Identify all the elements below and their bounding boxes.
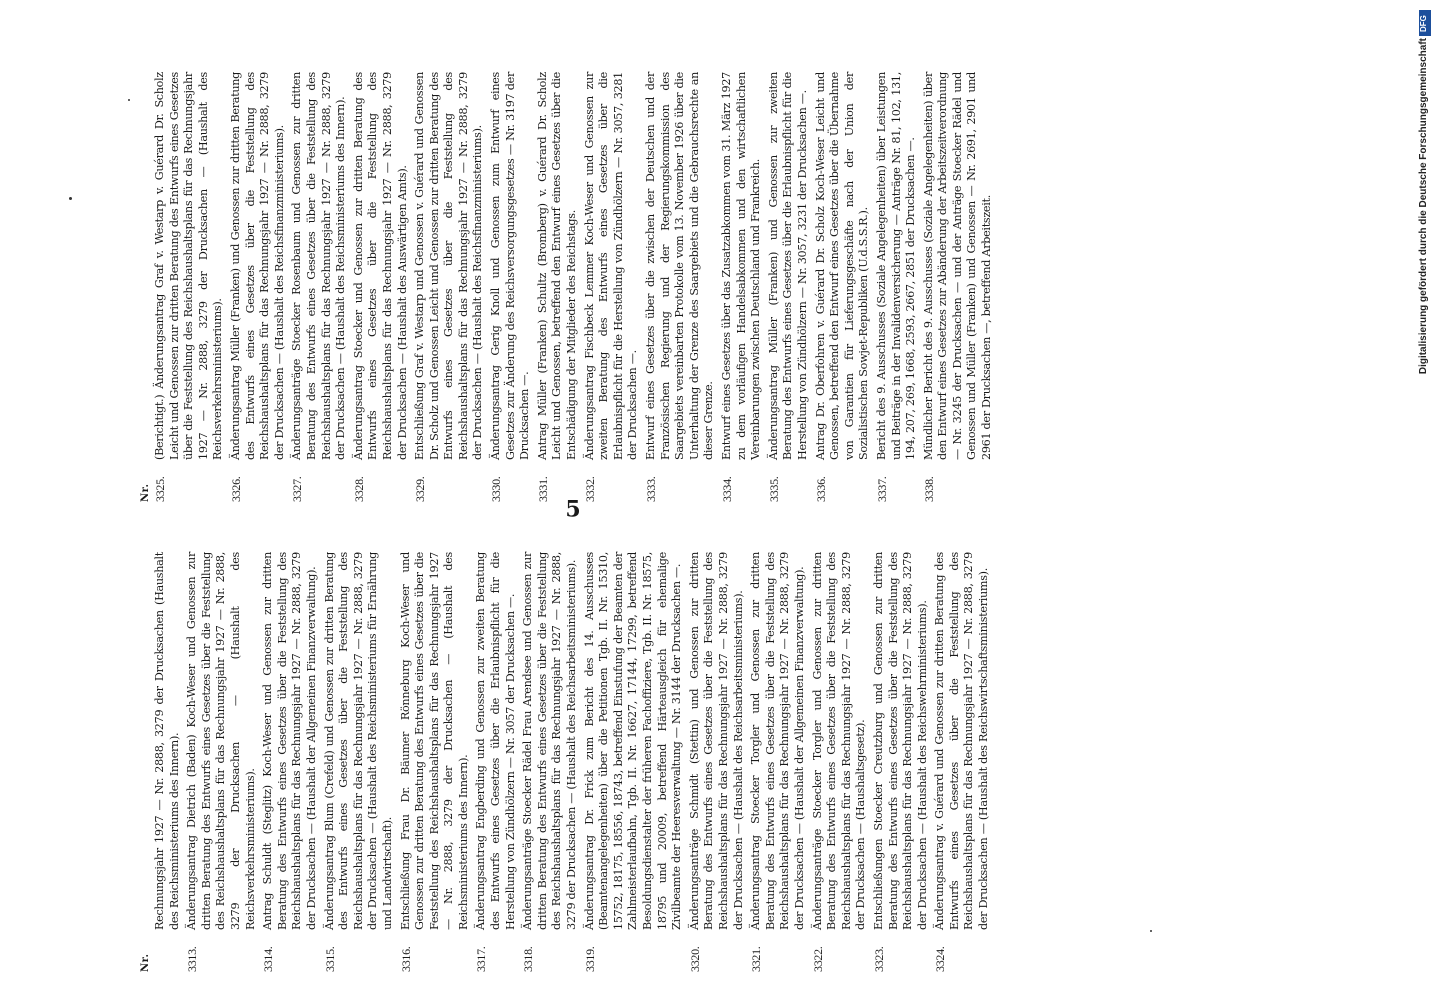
document-entry <box>749 552 807 972</box>
entry-text: Änderungsantrag Fischbeck Lemmer Koch-Weser und Genossen zur zweiten Beratung des Entwurfs eines Gesetzes über die Erlaubnispflicht für die Herstellung von Zündhölzern — Nr. 3057, 3281 der Drucksachen —. <box>582 72 640 460</box>
document-entry <box>872 552 930 972</box>
page-number: 5 <box>565 496 581 523</box>
entry-text: Entschließung Graf v. Westarp und Genossen v. Guérard und Genossen Dr. Scholz und Genossen Leicht und Genossen zur dritten Beratung des Entwurfs eines Gesetzes über die Feststellung des Reichshaushaltsplans für das Rechnungsjahr 1927 — Nr. 2888, 3279 der Drucksachen — (Haushalt des Reichsfinanzministeriums). <box>413 72 485 460</box>
document-entry <box>922 72 995 502</box>
entry-text: Änderungsanträge Stoecker Torgler und Genossen zur dritten Beratung des Entwurfs eines Gesetzes über die Feststellung des Reichshaushaltsplans für das Rechnungsjahr 1927 — Nr. 2888, 3279 der Drucksachen — (Haushaltsgesetz). <box>810 552 868 930</box>
entry-text: Änderungsantrag Engberding und Genossen zur zweiten Beratung des Entwurfs eines Gesetzes über die Erlaubnispflicht für die Herstellung von Zündhölzern — Nr. 3057 der Drucksachen —. <box>474 552 517 930</box>
entry-number: 3316. <box>398 946 413 972</box>
entry-number: 3332. <box>582 476 597 502</box>
scan-speck <box>69 197 72 200</box>
entry-text: Änderungsantrag Blum (Crefeld) und Genossen zur dritten Beratung des Entwurfs eines Gesetzes über die Feststellung des Reichshaushaltsplans für das Rechnungsjahr 1927 — Nr. 2888, 3279 der Drucksachen — (Haushalt des Reichsministeriums für Ernährung und Landwirtschaft). <box>322 552 394 930</box>
entry-number: 3336. <box>813 476 828 502</box>
entry-number: 3337. <box>874 476 889 502</box>
document-entry <box>399 552 472 972</box>
entry-text: Entwurf eines Gesetzes über das Zusatzabkommen vom 31. März 1927 zu dem vorläufigen Handelsabkommen und den wirtschaftlichen Vereinbarungen zwischen Deutschland und Frankreich. <box>719 72 763 460</box>
document-entry <box>323 552 396 972</box>
left-entries <box>153 552 992 972</box>
entry-number: 3330. <box>489 476 504 502</box>
entry-text: Änderungsantrag Gerig Knoll und Genossen zum Entwurf eines Gesetzes zur Änderung des Reichsversorgungsgesetzes — Nr. 3197 der Drucksachen —. <box>489 72 532 460</box>
document-entry <box>521 552 579 972</box>
document-entry <box>474 552 518 972</box>
entry-number: 3322. <box>810 946 825 972</box>
entry-text: Änderungsantrag v. Guérard und Genossen zur dritten Beratung des Entwurfs eines Gesetzes über die Feststellung des Reichshaushaltsplans für das Rechnungsjahr 1927 — Nr. 2888, 3279 der Drucksachen — (Haushalt des Reichswirtschaftsministeriums). <box>933 552 991 930</box>
entry-number: 3328. <box>351 476 366 502</box>
entry-number: 3333. <box>644 476 658 502</box>
entry-text: Änderungsantrag Dietrich (Baden) Koch-Weser und Genossen zur dritten Beratung des Entwurfs eines Gesetzes über die Feststellung des Reichshaushaltsplans für das Rechnungsjahr 1927 — Nr. 2888, 3279 der Drucksachen — (Haushalt des Reichsverkehrsministeriums). <box>185 552 257 930</box>
entry-number: 3321. <box>749 946 764 972</box>
entry-text: Bericht des 9. Ausschusses (Soziale Angelegenheiten) über Leistungen und Beiträge in der Invalidenversicherung — Anträge Nr. 81, 102, 131, 194, 207, 269, 1668, 2593, 2667, 2851 der Drucksachen —. <box>874 72 918 460</box>
document-entry <box>720 72 764 502</box>
entry-number: 3338. <box>921 476 936 502</box>
entry-number <box>153 930 182 972</box>
nr-header: Nr. <box>140 953 151 972</box>
document-entry <box>153 552 182 972</box>
entry-text: Änderungsantrag Stoecker Torgler und Genossen zur dritten Beratung des Entwurfs eines Gesetzes über die Feststellung des Reichshaushaltsplans für das Rechnungsjahr 1927 — Nr. 2888, 3279 der Drucksachen — (Haushalt der Allgemeinen Finanzverwaltung). <box>749 552 806 930</box>
entry-number: 3325. <box>153 476 167 502</box>
entry-number: 3313. <box>185 946 200 972</box>
document-entry <box>413 72 486 502</box>
entry-number: 3320. <box>687 946 702 972</box>
entry-text: Änderungsantrag Müller (Franken) und Genossen zur dritten Beratung des Entwurfs eines Gesetzes über die Feststellung des Reichshaushaltsplans für das Rechnungsjahr 1927 — Nr. 2888, 3279 der Drucksachen — (Haushalt des Reichsfinanzministeriums). <box>228 72 286 460</box>
document-entry <box>536 72 580 502</box>
nr-header-right: Nr. <box>140 483 151 502</box>
entry-number: 3317. <box>474 946 489 972</box>
entry-text: Änderungsantrag Müller (Franken) und Genossen zur zweiten Beratung des Entwurfs eines Gesetzes über die Erlaubnispflicht für die Herstellung von Zündhölzern — Nr. 3057, 3231 der Drucksachen —. <box>766 72 809 460</box>
entry-text: Mündlicher Bericht des 9. Ausschusses (Soziale Angelegenheiten) über den Entwurf eines Gesetzes zur Abänderung der Arbeitszeitverordnung — Nr. 3245 der Drucksachen — und der Anträge Stoecker Rädel und Genossen und Müller (Franken) und Genossen — Nr. 2691, 2901 und 2961 der Drucksachen —, betreffend Arbeitszeit. <box>921 72 994 460</box>
credit-text: Digitalisierung gefördert durch die Deutsche Forschungsgemeinschaft <box>1418 38 1429 375</box>
entry-text: Antrag Müller (Franken) Schultz (Bromberg) v. Guérard Dr. Scholz Leicht und Genossen, betreffend den Entwurf eines Gesetzes über die Entschädigung der Mitglieder des Reichstags. <box>535 72 579 460</box>
entry-number: 3319. <box>582 946 597 972</box>
document-entry <box>185 552 258 972</box>
right-column <box>140 72 1040 502</box>
right-entries <box>153 72 995 502</box>
entry-text: Antrag Dr. Oberfohren v. Guérard Dr. Scholz Koch-Weser Leicht und Genossen, betreffend den Entwurf eines Gesetzes über die Übernahme von Garantien für Lieferungsgeschäfte nach der Union der Sozialistischen Sowjet-Republiken (U.d.S.S.R.). <box>813 72 871 460</box>
document-entry <box>261 552 319 972</box>
document-entry <box>767 72 811 502</box>
document-entry <box>153 72 226 502</box>
entry-number: 3318. <box>521 946 536 972</box>
document-entry <box>489 72 533 502</box>
document-entry <box>933 552 991 972</box>
entry-number: 3324. <box>933 946 948 972</box>
entry-text: Änderungsanträge Stoecker Rosenbaum und Genossen zur dritten Beratung des Entwurfs eines Gesetzes über die Feststellung des Reichshaushaltsplans für das Rechnungsjahr 1927 — Nr. 2888, 3279 der Drucksachen — (Haushalt des Reichsministeriums des Innern). <box>290 72 348 460</box>
scan-speck <box>1150 930 1152 932</box>
credit-sidebar <box>1418 8 1432 998</box>
document-entry <box>229 72 287 502</box>
rotated-document-page <box>140 72 1400 972</box>
entry-text: Antrag Schuldt (Steglitz) Koch-Weser und Genossen zur dritten Beratung des Entwurfs eines Gesetzes über die Feststellung des Reichshaushaltsplans für das Rechnungsjahr 1927 — Nr. 2888, 3279 der Drucksachen — (Haushalt der Allgemeinen Finanzverwaltung). <box>261 552 318 930</box>
entry-number: 3326. <box>228 476 243 502</box>
entry-number: 3314. <box>261 946 276 972</box>
document-entry <box>811 552 869 972</box>
entry-number: 3323. <box>871 946 886 972</box>
entry-number: 3331. <box>535 476 550 502</box>
document-entry <box>644 72 717 502</box>
document-entry <box>290 72 348 502</box>
entry-text: Änderungsantrag Dr. Frick zum Bericht des 14. Ausschusses (Beamtenangelegenheiten) über die Petitionen Tgb. II. Nr. 15310, 15752, 18175, 18556, 18743, betreffend Einstufung der Beamten der Zahlmeisterlaufbahn, Tgb. II. Nr. 16627, 17144, 17299, betreffend Besoldungsdienstalter der früheren Fachoffiziere, Tgb. II. Nr. 18575, 18795 und 20009, betreffend Härteausgleich für ehemalige Zivilbeamte der Heeresverwaltung — Nr. 3144 der Drucksachen —. <box>582 552 684 930</box>
entry-number: 3334. <box>719 476 734 502</box>
dfg-logo-text: DFG <box>1419 15 1428 32</box>
document-entry <box>875 72 919 502</box>
entry-number: 3335. <box>766 476 781 502</box>
entry-text: Änderungsantrag Stoecker und Genossen zur dritten Beratung des Entwurfs eines Gesetzes über die Feststellung des Reichshaushaltsplans für das Rechnungsjahr 1927 — Nr. 2888, 3279 der Drucksachen — (Haushalt des Auswärtigen Amts). <box>351 72 409 460</box>
entry-text: Entschließungen Stoecker Creutzburg und Genossen zur dritten Beratung des Entwurfs eines Gesetzes über die Feststellung des Reichshaushaltsplans für das Rechnungsjahr 1927 — Nr. 2888, 3279 der Drucksachen — (Haushalt des Reichswehrministeriums). <box>871 552 929 930</box>
left-column <box>140 552 1040 972</box>
entry-text: Entschließung Frau Dr. Bäumer Rönneburg Koch-Weser und Genossen zur dritten Beratung des Entwurfs eines Gesetzes über die Feststellung des Reichshaushaltsplans für das Rechnungsjahr 1927 — Nr. 2888, 3279 der Drucksachen — (Haushalt des Reichsministeriums des Innern). <box>398 552 470 930</box>
scan-speck <box>128 99 130 101</box>
document-entry <box>814 72 872 502</box>
entry-text: (Berichtigt.) Änderungsantrag Graf v. Westarp v. Guérard Dr. Scholz Leicht und Genossen zur dritten Beratung des Entwurfs eines Gesetzes über die Feststellung des Reichshaushaltsplans für das Rechnungsjahr 1927 — Nr. 2888, 3279 der Drucksachen — (Haushalt des Reichsverkehrsministeriums). <box>153 72 225 460</box>
document-entry <box>583 552 685 972</box>
entry-text: Änderungsanträge Stoecker Rädel Frau Arendsee und Genossen zur dritten Beratung des Entwurfs eines Gesetzes über die Feststellung des Reichshaushaltsplans für das Rechnungsjahr 1927 — Nr. 2888, 3279 der Drucksachen — (Haushalt des Reichsarbeitsministeriums). <box>521 552 579 930</box>
document-entry <box>352 72 410 502</box>
entry-number: 3315. <box>322 946 337 972</box>
document-entry <box>583 72 641 502</box>
entry-text: Entwurf eines Gesetzes über die zwischen der Deutschen und der Französischen Regierung und der Regierungskommission des Saargebiets vereinbarten Protokolle vom 13. November 1926 über die Unterhaltung der Grenze des Saargebiets und die Gebrauchsrechte an dieser Grenze. <box>644 72 716 460</box>
entry-text: Änderungsanträge Schmidt (Stettin) und Genossen zur dritten Beratung des Entwurfs eines Gesetzes über die Feststellung des Reichshaushaltsplans für das Rechnungsjahr 1927 — Nr. 2888, 3279 der Drucksachen — (Haushalt des Reichsarbeitsministeriums). <box>687 552 745 930</box>
document-entry <box>688 552 746 972</box>
entry-number: 3327. <box>290 476 305 502</box>
entry-number: 3329. <box>413 476 428 502</box>
entry-text: Rechnungsjahr 1927 — Nr. 2888, 3279 der Drucksachen (Haushalt des Reichsministeriums des Innern). <box>153 552 181 930</box>
